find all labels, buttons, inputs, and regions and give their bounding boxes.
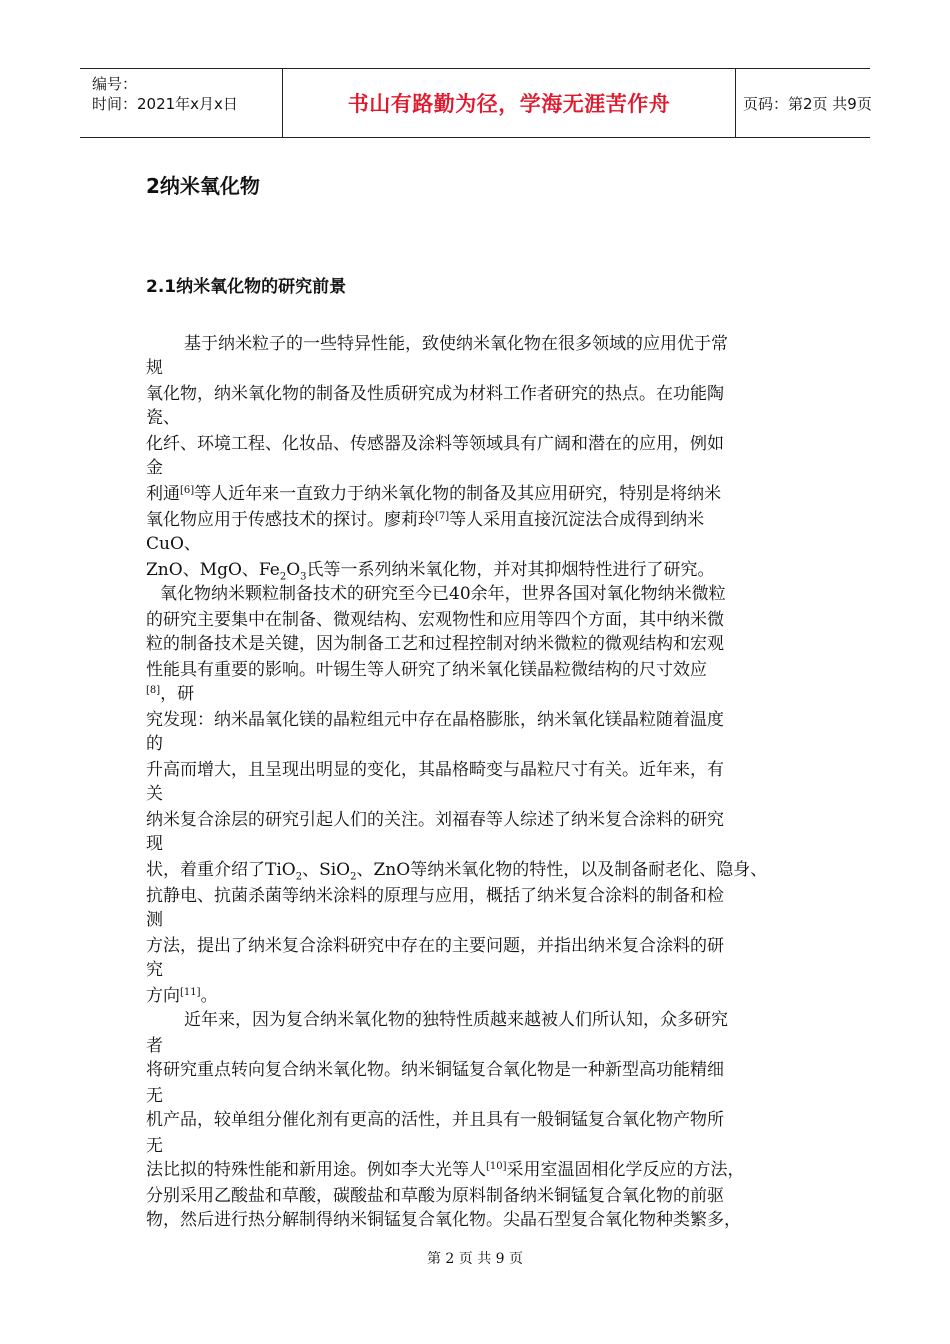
body-line: 现 — [146, 834, 163, 854]
citation: [11] — [180, 987, 201, 998]
page-code: 页码：第2页 共9页 — [743, 94, 872, 113]
body-line: 氧化物应用于传感技术的探讨。廖莉玲[7]等人采用直接沉淀法合成得到纳米 — [146, 510, 705, 530]
header-page-cell — [735, 69, 870, 137]
body-line: 法比拟的特殊性能和新用途。例如李大光等人[10]采用室温固相化学反应的方法， — [146, 1160, 745, 1180]
body-line: 粒的制备技术是关键，因为制备工艺和过程控制对纳米微粒的微观结构和宏观 — [146, 634, 724, 654]
body-line: 基于纳米粒子的一些特异性能，致使纳米氧化物在很多领域的应用优于常 — [184, 334, 728, 354]
body-line: CuO、 — [146, 534, 201, 554]
body-line: 的研究主要集中在制备、微观结构、宏观物性和应用等四个方面，其中纳米微 — [146, 610, 724, 630]
motto-text: 书山有路勤为径，学海无涯苦作舟 — [347, 92, 671, 116]
body-line: 究发现：纳米晶氧化镁的晶粒组元中存在晶格膨胀，纳米氧化镁晶粒随着温度 — [146, 710, 724, 730]
date-label: 时间：2021年x月x日 — [92, 95, 238, 113]
page-footer: 第 2 页 共 9 页 — [426, 1251, 524, 1267]
body-line: 将研究重点转向复合纳米氧化物。纳米铜锰复合氧化物是一种新型高功能精细 — [146, 1060, 724, 1080]
body-line: 者 — [146, 1036, 163, 1056]
body-line: 氧化物，纳米氧化物的制备及性质研究成为材料工作者研究的热点。在功能陶 — [146, 384, 724, 404]
section-heading: 2纳米氧化物 — [146, 174, 260, 198]
body-line: 氧化物纳米颗粒制备技术的研究至今已40余年，世界各国对氧化物纳米微粒 — [160, 584, 726, 604]
body-line: 升高而增大，且呈现出明显的变化，其晶格畸变与晶粒尺寸有关。近年来，有 — [146, 760, 724, 780]
serial-number-label: 编号： — [92, 75, 138, 93]
citation: [10] — [486, 1161, 507, 1172]
citation: [8] — [146, 685, 161, 696]
body-line: 无 — [146, 1086, 163, 1106]
citation: [7] — [435, 511, 450, 522]
body-line: 纳米复合涂层的研究引起人们的关注。刘福春等人综述了纳米复合涂料的研究 — [146, 810, 724, 830]
body-line: 状，着重介绍了TiO$_2$、SiO$_2$、ZnO等纳米氧化物的特性，以及制备耐老化、隐身、 — [146, 860, 768, 883]
body-line: 方法，提出了纳米复合涂料研究中存在的主要问题，并指出纳米复合涂料的研 — [146, 936, 724, 956]
body-line: [8]，研 — [146, 684, 195, 704]
body-line: 瓷、 — [146, 408, 180, 428]
document-header — [80, 68, 870, 138]
body-line: 近年来，因为复合纳米氧化物的独特性质越来越被人们所认知，众多研究 — [184, 1010, 728, 1030]
header-info-cell — [80, 69, 282, 137]
body-line: 金 — [146, 458, 163, 478]
body-line: 究 — [146, 960, 163, 980]
body-line: 的 — [146, 734, 163, 754]
header-motto-cell — [282, 69, 736, 137]
body-line: 分别采用乙酸盐和草酸，碳酸盐和草酸为原料制备纳米铜锰复合氧化物的前驱 — [146, 1186, 724, 1206]
body-line: 化纤、环境工程、化妆品、传感器及涂料等领域具有广阔和潜在的应用，例如 — [146, 434, 724, 454]
body-line: 测 — [146, 910, 163, 930]
body-line: 性能具有重要的影响。叶锡生等人研究了纳米氧化镁晶粒微结构的尺寸效应 — [146, 660, 707, 680]
subsection-heading: 2.1纳米氧化物的研究前景 — [146, 277, 347, 297]
body-line: 方向[11]。 — [146, 986, 218, 1006]
body-line: 关 — [146, 784, 163, 804]
body-line: 抗静电、抗菌杀菌等纳米涂料的原理与应用，概括了纳米复合涂料的制备和检 — [146, 886, 724, 906]
citation: [6] — [180, 485, 195, 496]
body-line: 无 — [146, 1136, 163, 1156]
body-line: ZnO、MgO、$Fe_2O_3$氏等一系列纳米氧化物，并对其抑烟特性进行了研究。 — [146, 560, 715, 583]
body-line: 物，然后进行热分解制得纳米铜锰复合氧化物。尖晶石型复合氧化物种类繁多， — [146, 1210, 741, 1230]
body-line: 利通[6]等人近年来一直致力于纳米氧化物的制备及其应用研究，特别是将纳米 — [146, 484, 722, 504]
body-line: 机产品，较单组分催化剂有更高的活性，并且具有一般铜锰复合氧化物产物所 — [146, 1110, 724, 1130]
body-line: 规 — [146, 358, 163, 378]
